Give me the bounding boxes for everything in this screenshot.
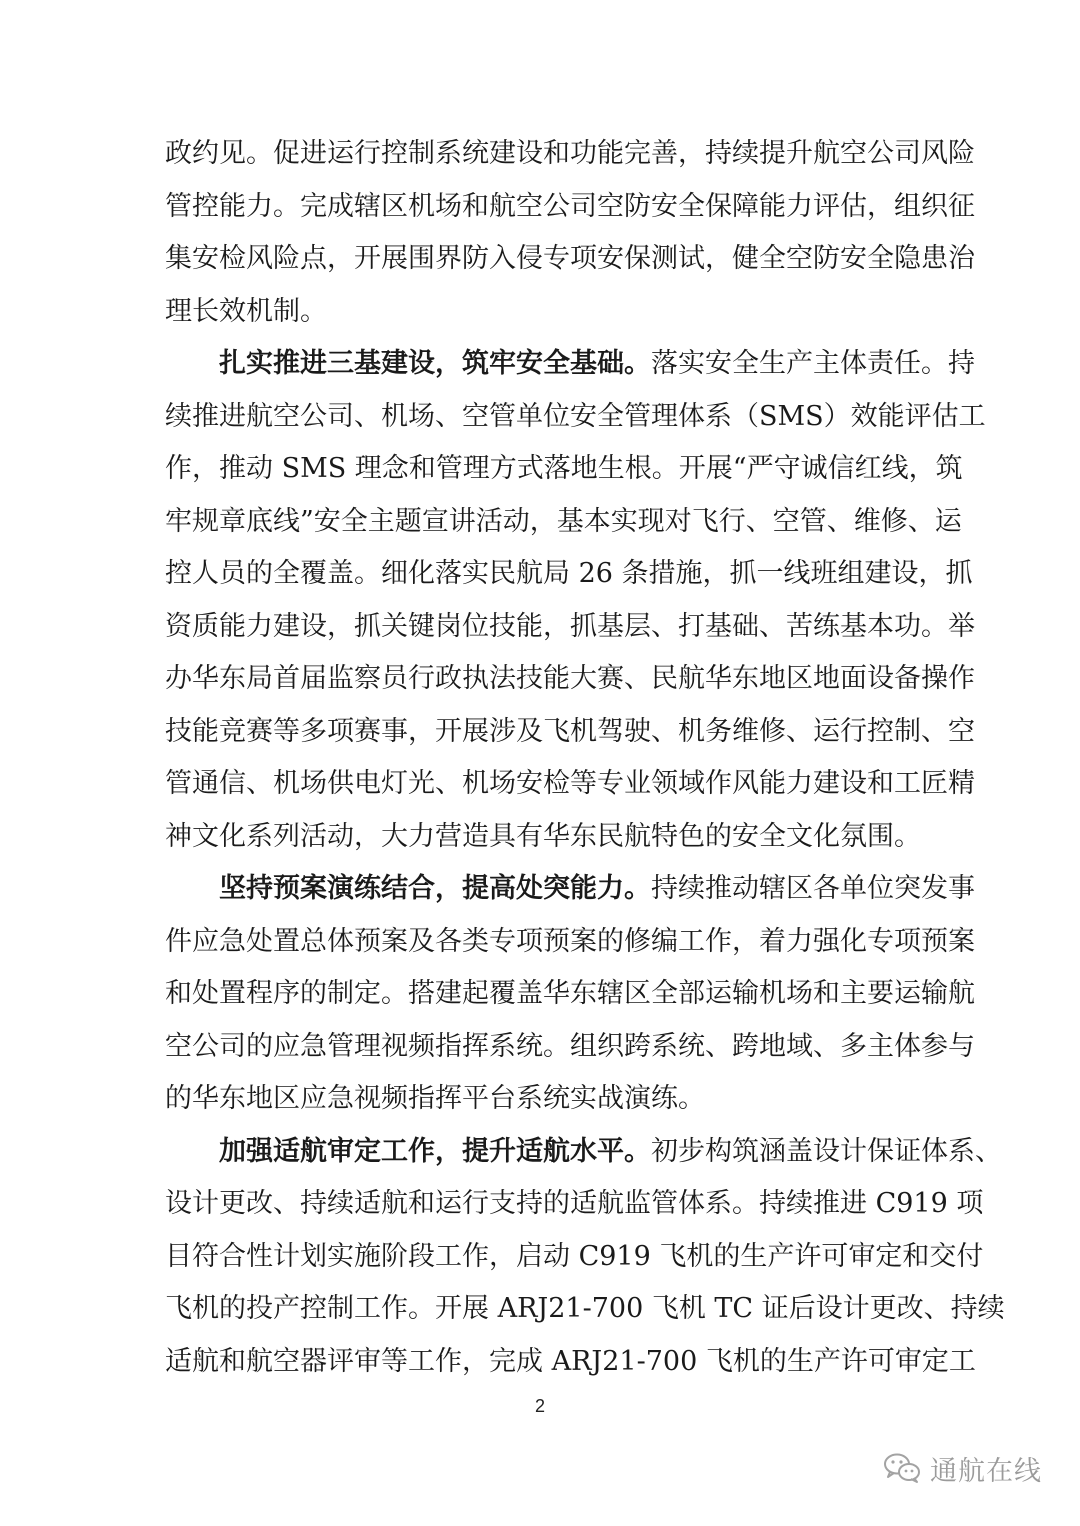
text-line: 神文化系列活动，大力营造具有华东民航特色的安全文化氛围。 xyxy=(165,820,921,852)
text-line: 的华东地区应急视频指挥平台系统实战演练。 xyxy=(165,1083,705,1114)
paragraph-heading: 扎实推进三基建设，筑牢安全基础。 xyxy=(219,348,651,379)
text-line: 作，推动 SMS 理念和管理方式落地生根。开展“严守诚信红线，筑 xyxy=(165,453,963,484)
text-line: 管控能力。完成辖区机场和航空公司空防安全保障能力评估，组织征 xyxy=(165,190,975,222)
text-line: 续推进航空公司、机场、空管单位安全管理体系（SMS）效能评估工 xyxy=(165,400,986,432)
text-line: 和处置程序的制定。搭建起覆盖华东辖区全部运输机场和主要运输航 xyxy=(165,978,975,1009)
text-line: 技能竞赛等多项赛事，开展涉及飞机驾驶、机务维修、运行控制、空 xyxy=(165,715,975,747)
watermark xyxy=(882,1448,1042,1488)
text-line: 办华东局首届监察员行政执法技能大赛、民航华东地区地面设备操作 xyxy=(165,663,975,694)
document-body xyxy=(165,128,1005,1388)
watermark-text: 通航在线 xyxy=(930,1455,1042,1487)
text-line: 目符合性计划实施阶段工作，启动 C919 飞机的生产许可审定和交付 xyxy=(165,1240,984,1272)
paragraph-first-line xyxy=(165,338,975,391)
paragraph-heading: 加强适航审定工作，提升适航水平。 xyxy=(219,1135,651,1167)
text-line: 控人员的全覆盖。细化落实民航局 26 条措施，抓一线班组建设，抓 xyxy=(165,558,973,589)
wechat-icon xyxy=(882,1452,922,1484)
text-line: 资质能力建设，抓关键岗位技能，抓基层、打基础、苦练基本功。举 xyxy=(165,610,975,642)
paragraph-text: 落实安全生产主体责任。持 xyxy=(651,348,975,379)
text-line: 理长效机制。 xyxy=(165,295,327,327)
text-line: 管通信、机场供电灯光、机场安检等专业领域作风能力建设和工匠精 xyxy=(165,768,975,799)
paragraph-text: 持续推动辖区各单位突发事 xyxy=(651,873,975,904)
text-line: 适航和航空器评审等工作，完成 ARJ21-700 飞机的生产许可审定工 xyxy=(165,1345,976,1377)
text-line: 设计更改、持续适航和运行支持的适航监管体系。持续推进 C919 项 xyxy=(165,1188,984,1219)
text-line: 空公司的应急管理视频指挥系统。组织跨系统、跨地域、多主体参与 xyxy=(165,1030,975,1062)
paragraph-heading: 坚持预案演练结合，提高处突能力。 xyxy=(219,873,651,904)
text-line: 集安检风险点，开展围界防入侵专项安保测试，健全空防安全隐患治 xyxy=(165,243,975,274)
page-number: 2 xyxy=(534,1396,545,1416)
text-line: 件应急处置总体预案及各类专项预案的修编工作，着力强化专项预案 xyxy=(165,925,975,957)
text-line: 牢规章底线”安全主题宣讲活动，基本实现对飞行、空管、维修、运 xyxy=(165,505,962,537)
paragraph-text: 初步构筑涵盖设计保证体系、 xyxy=(651,1135,1002,1167)
text-line: 飞机的投产控制工作。开展 ARJ21-700 飞机 TC 证后设计更改、持续 xyxy=(165,1293,1005,1324)
paragraph-first-line xyxy=(165,863,975,916)
text-line: 政约见。促进运行控制系统建设和功能完善，持续提升航空公司风险 xyxy=(165,138,975,169)
paragraph-first-line xyxy=(165,1126,1002,1179)
